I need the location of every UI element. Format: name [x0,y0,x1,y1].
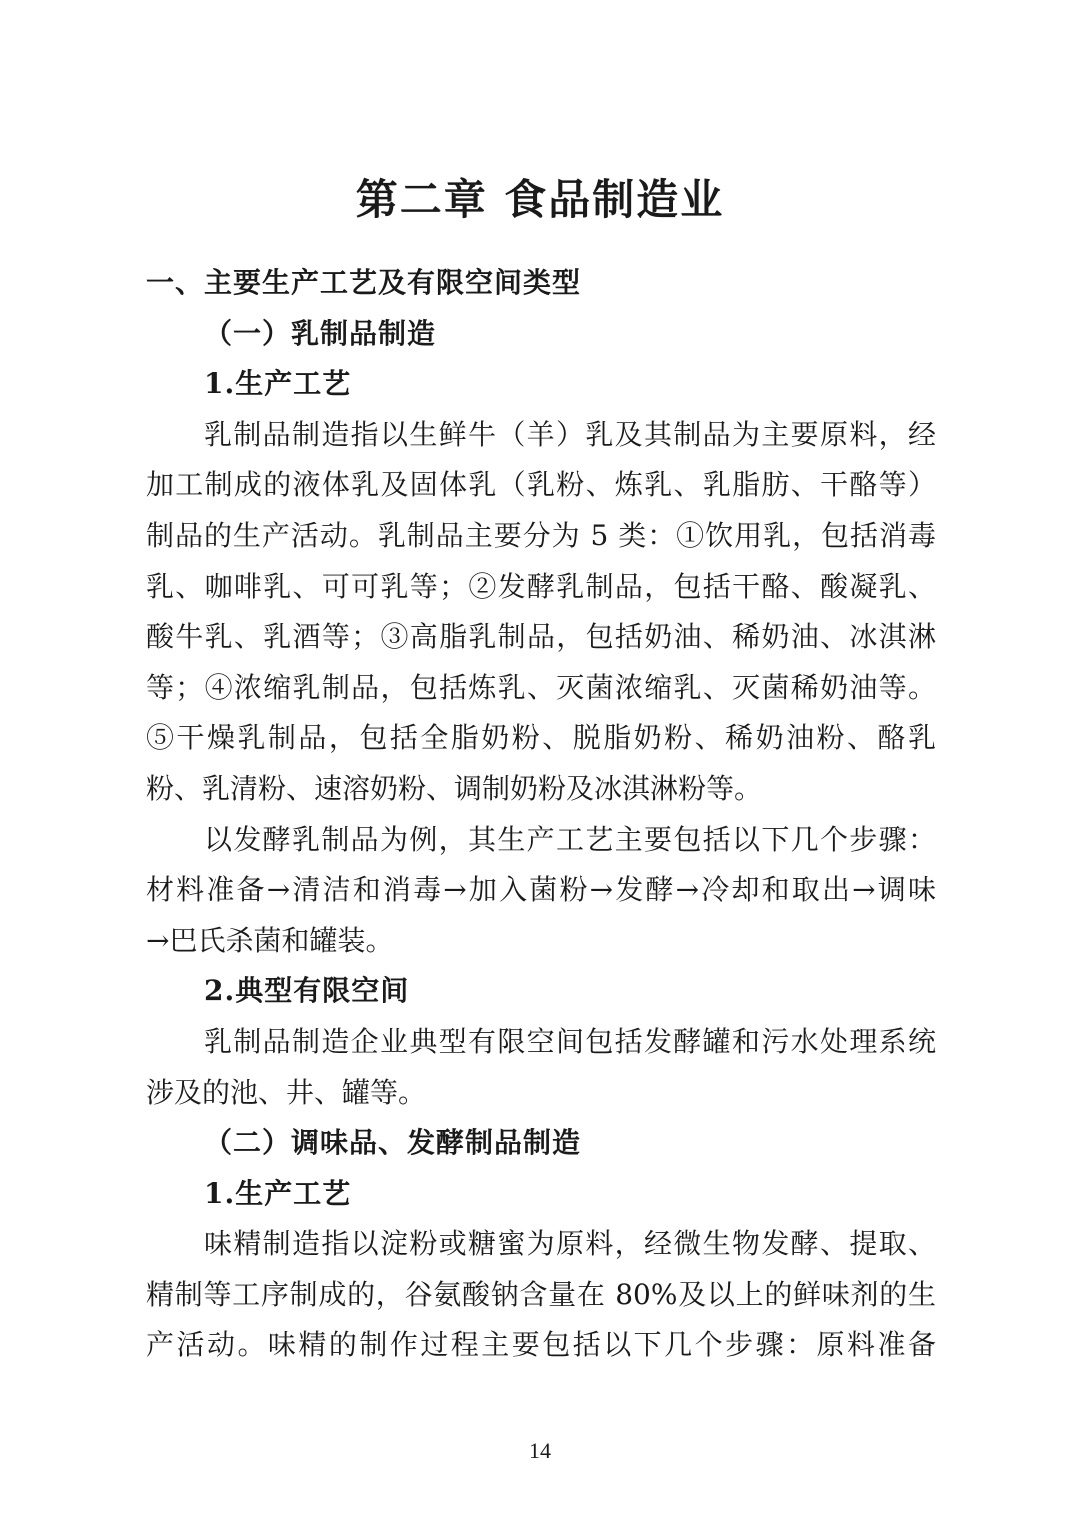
paragraph-line: 精制等工序制成的，谷氨酸钠含量在 80%及以上的鲜味剂的生 [146,1277,936,1311]
chapter-title: 第二章 食品制造业 [355,175,725,224]
paragraph-line: 产活动。味精的制作过程主要包括以下几个步骤：原料准备 [146,1328,936,1362]
paragraph-line: 材料准备→清洁和消毒→加入菌粉→发酵→冷却和取出→调味 [146,873,936,907]
paragraph-line: 乳制品制造指以生鲜牛（羊）乳及其制品为主要原料，经 [204,417,936,451]
paragraph-line: 制品的生产活动。乳制品主要分为 5 类：①饮用乳，包括消毒 [146,518,936,552]
subsection-heading: 2.典型有限空间 [204,974,410,1008]
paragraph-line: 乳制品制造企业典型有限空间包括发酵罐和污水处理系统 [204,1024,936,1058]
paragraph-line: 以发酵乳制品为例，其生产工艺主要包括以下几个步骤： [204,822,936,856]
paragraph-line: →巴氏杀菌和罐装。 [146,923,394,957]
page-number: 14 [529,1438,551,1463]
paragraph-line: 等；④浓缩乳制品，包括炼乳、灭菌浓缩乳、灭菌稀奶油等。 [146,670,936,704]
subsection-heading: 1.生产工艺 [204,1176,352,1210]
subsection-heading: （一）乳制品制造 [204,316,437,350]
section-heading: 一、主要生产工艺及有限空间类型 [146,266,582,299]
subsection-heading: （二）调味品、发酵制品制造 [204,1126,582,1160]
paragraph-line: 涉及的池、井、罐等。 [146,1075,427,1109]
subsection-heading: 1.生产工艺 [204,367,352,401]
body-text [146,258,936,1371]
paragraph-line: 味精制造指以淀粉或糖蜜为原料，经微生物发酵、提取、 [204,1227,936,1261]
paragraph-line: 加工制成的液体乳及固体乳（乳粉、炼乳、乳脂肪、干酪等） [146,468,936,502]
paragraph-line: 乳、咖啡乳、可可乳等；②发酵乳制品，包括干酪、酸凝乳、 [146,569,936,603]
paragraph-line: ⑤干燥乳制品，包括全脂奶粉、脱脂奶粉、稀奶油粉、酪乳 [146,721,936,755]
paragraph-line: 酸牛乳、乳酒等；③高脂乳制品，包括奶油、稀奶油、冰淇淋 [146,620,936,654]
paragraph-line: 粉、乳清粉、速溶奶粉、调制奶粉及冰淇淋粉等。 [146,771,763,805]
